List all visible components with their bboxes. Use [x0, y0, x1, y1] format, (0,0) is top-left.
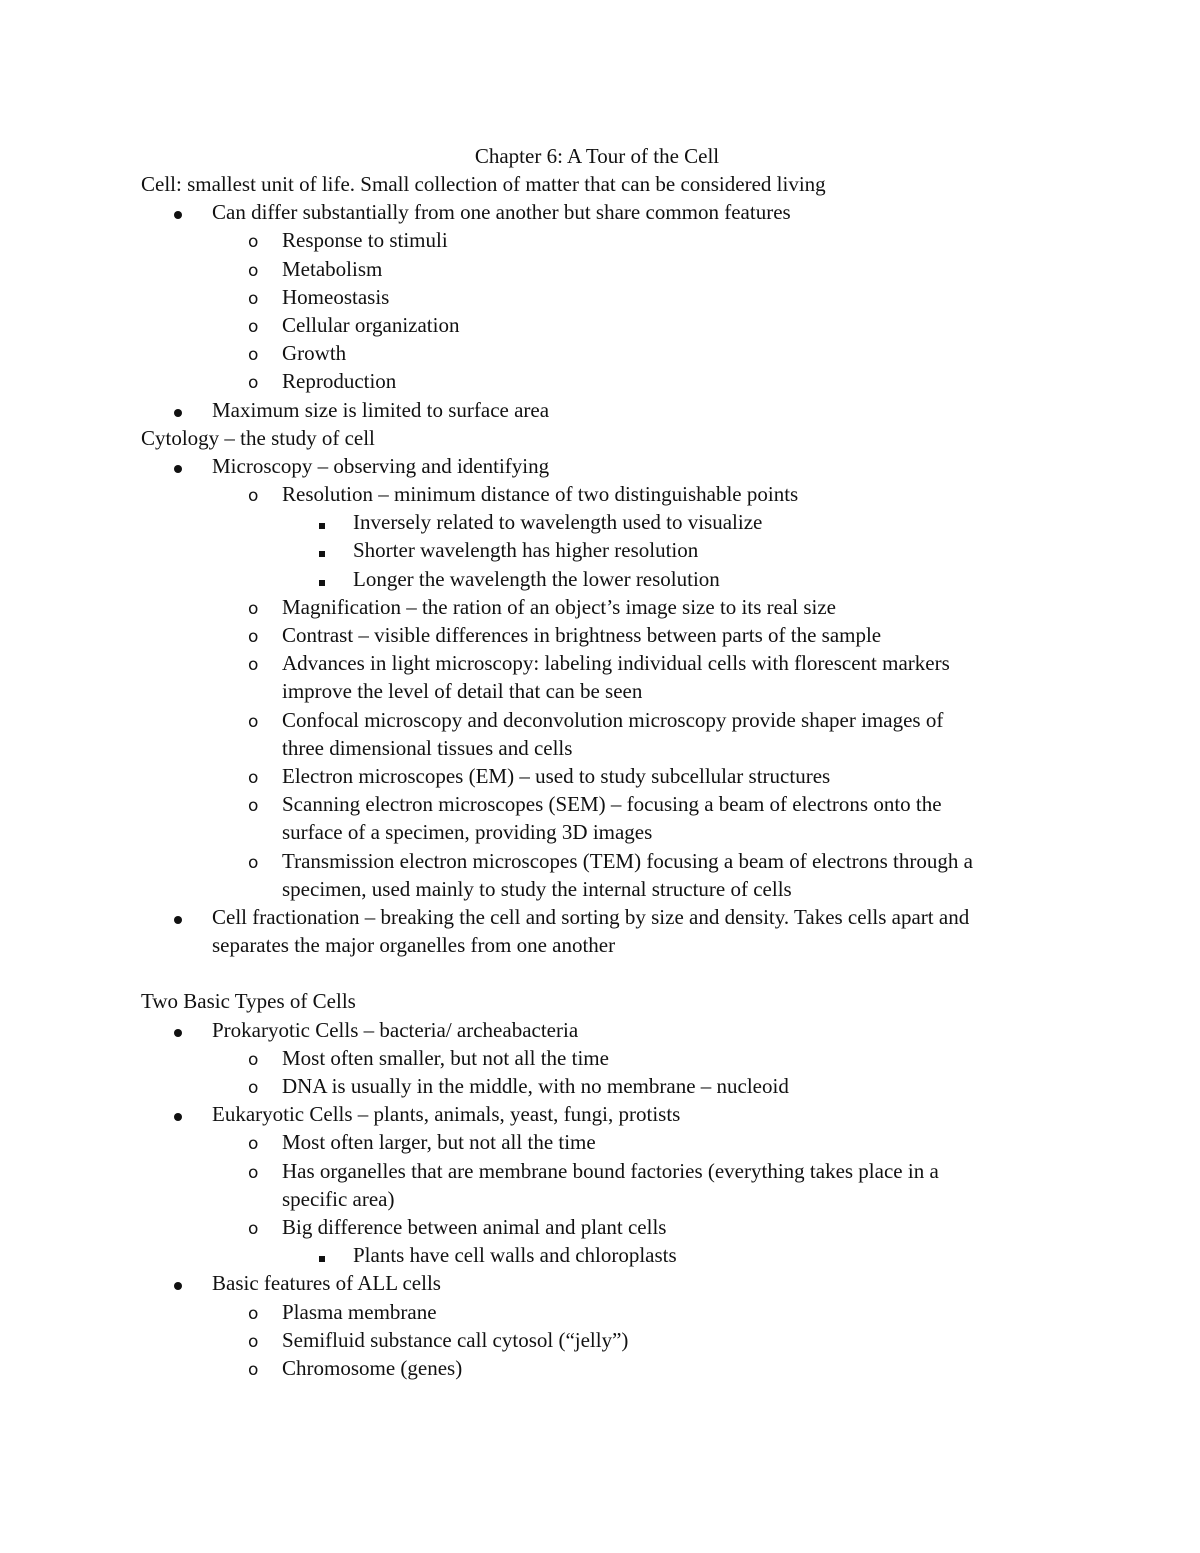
list-item — [0, 875, 1200, 903]
list-item-text: Cell: smallest unit of life. Small collection of matter that can be considered living — [141, 172, 826, 196]
circle-bullet-icon: o — [248, 232, 259, 253]
list-item-text: Two Basic Types of Cells — [141, 989, 356, 1014]
list-item-text: Maximum size is limited to surface area — [212, 397, 550, 422]
list-item — [0, 339, 1200, 367]
section-heading — [0, 987, 1200, 1015]
bullet-marker — [248, 1128, 258, 1158]
list-item — [0, 480, 1200, 508]
list-item — [0, 452, 1200, 480]
blank-line — [0, 959, 1200, 987]
bullet-marker — [248, 649, 258, 679]
list-item — [0, 198, 1200, 226]
bullet-marker — [248, 255, 258, 285]
bullet-dot-icon — [174, 211, 182, 219]
list-item — [0, 1269, 1200, 1297]
section-heading — [0, 170, 1200, 198]
list-item-text: Plants have cell walls and chloroplasts — [353, 1243, 677, 1268]
circle-bullet-icon: o — [248, 655, 259, 676]
bullet-marker — [248, 226, 258, 256]
list-item-text: Growth — [282, 341, 347, 366]
bullet-marker — [248, 1298, 258, 1328]
list-item — [0, 818, 1200, 846]
bullet-marker — [174, 1016, 182, 1044]
list-item-text: Can differ substantially from one another but share common features — [212, 200, 791, 225]
list-item — [0, 226, 1200, 254]
circle-bullet-icon: o — [248, 1331, 259, 1352]
list-item-text: Contrast – visible differences in brightness between parts of the sample — [282, 623, 882, 647]
circle-bullet-icon: o — [248, 345, 259, 366]
list-item-text: Reproduction — [282, 369, 397, 394]
section-heading — [0, 424, 1200, 452]
bullet-dot-icon — [174, 1113, 182, 1121]
circle-bullet-icon: o — [248, 1303, 259, 1324]
list-item-text: Plasma membrane — [282, 1299, 437, 1324]
list-item — [0, 1354, 1200, 1382]
list-item — [0, 847, 1200, 875]
list-item — [0, 762, 1200, 790]
list-item-text: Microscopy – observing and identifying — [212, 453, 550, 478]
list-item — [0, 1241, 1200, 1269]
circle-bullet-icon: o — [248, 260, 259, 281]
bullet-marker — [248, 367, 258, 397]
bullet-marker — [248, 847, 258, 877]
bullet-marker — [174, 1100, 182, 1128]
list-item-text: Electron microscopes (EM) – used to study subcellular structures — [282, 763, 831, 788]
bullet-marker — [248, 621, 258, 651]
list-item — [0, 536, 1200, 564]
bullet-dot-icon — [174, 409, 182, 417]
square-bullet-icon — [319, 1256, 325, 1262]
square-bullet-icon — [319, 523, 325, 529]
circle-bullet-icon: o — [248, 1078, 259, 1098]
circle-bullet-icon: o — [248, 316, 259, 337]
bullet-dot-icon — [174, 916, 182, 924]
list-item — [0, 1100, 1200, 1128]
bullet-marker — [248, 790, 258, 820]
list-item — [0, 649, 1200, 677]
list-item — [0, 508, 1200, 536]
list-item-text: Transmission electron microscopes (TEM) focusing a beam of electrons through a — [282, 848, 973, 873]
list-item — [0, 367, 1200, 395]
list-item-text: three dimensional tissues and cells — [282, 735, 573, 760]
list-item-text: Basic features of ALL cells — [212, 1271, 441, 1296]
bullet-marker — [248, 1044, 258, 1074]
bullet-marker — [248, 1213, 258, 1243]
list-item — [0, 1072, 1200, 1100]
list-item-text: Scanning electron microscopes (SEM) – focusing a beam of electrons onto the — [282, 792, 942, 817]
bullet-marker — [319, 1241, 325, 1269]
bullet-marker — [319, 565, 325, 593]
circle-bullet-icon: o — [248, 1218, 259, 1239]
circle-bullet-icon: o — [248, 288, 259, 309]
list-item — [0, 1213, 1200, 1241]
list-item-text: DNA is usually in the middle, with no membrane – nucleoid — [282, 1074, 789, 1098]
list-item — [0, 1044, 1200, 1072]
list-item-text: Shorter wavelength has higher resolution — [353, 538, 699, 563]
circle-bullet-icon: o — [248, 598, 259, 619]
notes-outline — [0, 170, 1200, 1382]
square-bullet-icon — [319, 580, 325, 586]
bullet-marker — [248, 762, 258, 792]
list-item-text: Confocal microscopy and deconvolution microscopy provide shaper images of — [282, 707, 944, 732]
list-item-text: improve the level of detail that can be seen — [282, 679, 643, 704]
circle-bullet-icon: o — [248, 852, 259, 873]
list-item — [0, 734, 1200, 762]
circle-bullet-icon: o — [248, 1162, 259, 1183]
list-item-text: Inversely related to wavelength used to visualize — [353, 510, 763, 535]
list-item-text: Semifluid substance call cytosol (“jelly”) — [282, 1327, 629, 1352]
list-item-text: Big difference between animal and plant cells — [282, 1214, 667, 1239]
bullet-marker — [248, 593, 258, 623]
bullet-marker — [319, 508, 325, 536]
bullet-marker — [248, 283, 258, 313]
bullet-marker — [248, 1157, 258, 1187]
list-item — [0, 1326, 1200, 1354]
bullet-marker — [174, 198, 182, 226]
list-item-text: Metabolism — [282, 256, 383, 281]
list-item-text: separates the major organelles from one another — [212, 933, 616, 958]
circle-bullet-icon: o — [248, 373, 259, 394]
list-item — [0, 255, 1200, 283]
list-item-text: Has organelles that are membrane bound factories (everything takes place in a — [282, 1158, 939, 1183]
list-item-text: Response to stimuli — [282, 228, 448, 253]
list-item-text: Eukaryotic Cells – plants, animals, yeast, fungi, protists — [212, 1102, 681, 1127]
bullet-marker — [174, 452, 182, 480]
list-item-text: Longer the wavelength the lower resolution — [353, 566, 720, 591]
bullet-marker — [248, 480, 258, 510]
circle-bullet-icon: o — [248, 796, 259, 817]
list-item — [0, 790, 1200, 818]
list-item — [0, 1128, 1200, 1156]
circle-bullet-icon: o — [248, 1359, 259, 1380]
list-item — [0, 1016, 1200, 1044]
bullet-dot-icon — [174, 1029, 182, 1037]
bullet-marker — [174, 903, 182, 931]
circle-bullet-icon: o — [248, 627, 259, 647]
circle-bullet-icon: o — [248, 486, 259, 507]
bullet-marker — [248, 706, 258, 736]
bullet-marker — [248, 311, 258, 341]
bullet-marker — [248, 1354, 258, 1384]
list-item-text: Homeostasis — [282, 284, 390, 309]
bullet-marker — [248, 339, 258, 369]
list-item-text: specific area) — [282, 1186, 395, 1211]
bullet-dot-icon — [174, 1282, 182, 1290]
list-item-text: Cytology – the study of cell — [141, 425, 375, 450]
bullet-marker — [174, 1269, 182, 1297]
circle-bullet-icon: o — [248, 767, 259, 788]
list-item-text: Cellular organization — [282, 312, 460, 337]
bullet-dot-icon — [174, 465, 182, 473]
bullet-marker — [248, 1326, 258, 1356]
list-item-text: Cell fractionation – breaking the cell and sorting by size and density. Takes cells apart and — [212, 904, 970, 929]
bullet-marker — [319, 536, 325, 564]
circle-bullet-icon: o — [248, 1134, 259, 1155]
list-item — [0, 677, 1200, 705]
list-item-text: Chromosome (genes) — [282, 1355, 463, 1380]
circle-bullet-icon: o — [248, 1049, 259, 1070]
page-title: Chapter 6: A Tour of the Cell — [474, 144, 720, 168]
list-item — [0, 565, 1200, 593]
list-item — [0, 903, 1200, 931]
list-item-text: Resolution – minimum distance of two distinguishable points — [282, 482, 799, 507]
list-item — [0, 1185, 1200, 1213]
list-item — [0, 1298, 1200, 1326]
list-item-text: Most often larger, but not all the time — [282, 1130, 596, 1155]
list-item — [0, 621, 1200, 649]
circle-bullet-icon: o — [248, 711, 259, 732]
square-bullet-icon — [319, 551, 325, 557]
list-item — [0, 1157, 1200, 1185]
list-item-text: Advances in light microscopy: labeling individual cells with florescent markers — [282, 651, 950, 676]
list-item — [0, 283, 1200, 311]
list-item — [0, 311, 1200, 339]
list-item — [0, 706, 1200, 734]
list-item-text: specimen, used mainly to study the internal structure of cells — [282, 876, 792, 901]
list-item-text: Most often smaller, but not all the time — [282, 1045, 609, 1070]
bullet-marker — [174, 396, 182, 424]
list-item — [0, 396, 1200, 424]
list-item — [0, 593, 1200, 621]
list-item-text: Magnification – the ration of an object’s image size to its real size — [282, 594, 836, 619]
list-item-text: Prokaryotic Cells – bacteria/ archeabacteria — [212, 1017, 579, 1042]
list-item-text: surface of a specimen, providing 3D images — [282, 820, 653, 845]
bullet-marker — [248, 1072, 258, 1102]
list-item — [0, 931, 1200, 959]
